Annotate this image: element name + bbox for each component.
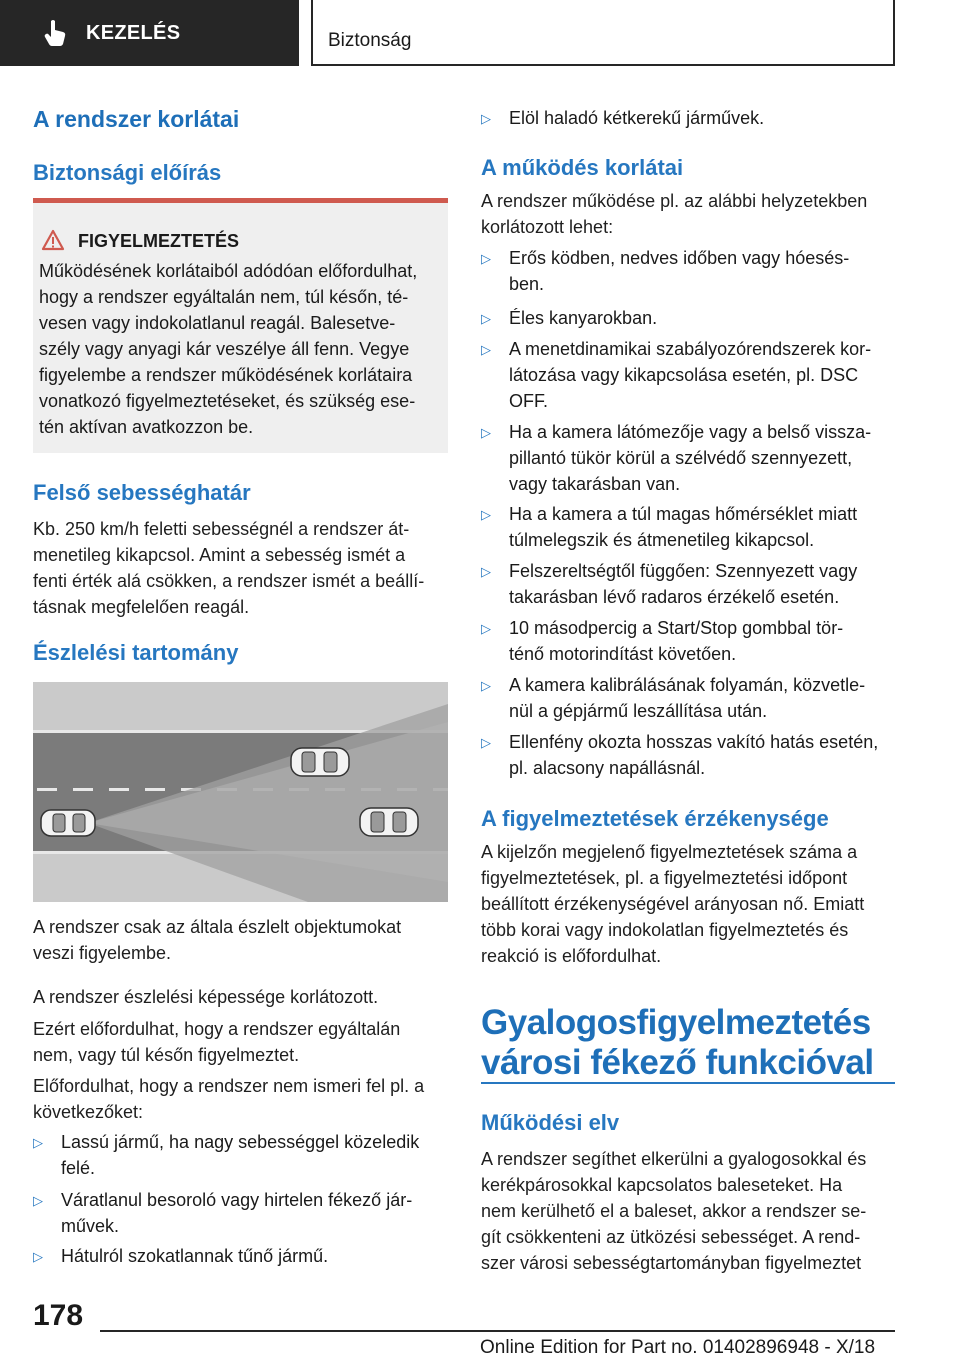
warning-line: szély vagy anyagi kár veszélye áll fenn. Vegye	[39, 339, 410, 359]
heading-detection-range: Észlelési tartomány	[33, 640, 239, 665]
list-item	[481, 501, 895, 553]
bullet-triangle-icon: ▷	[481, 425, 491, 440]
own-car	[41, 810, 95, 836]
text-line: művek.	[61, 1216, 120, 1236]
text-line: Ha a kamera látómezője vagy a belső vissza-	[509, 422, 872, 442]
bullet-triangle-icon: ▷	[481, 111, 491, 126]
text-line: gít csökkenteni az ütközési sebességet. A rend-	[481, 1227, 861, 1247]
bullet-triangle-icon: ▷	[33, 1193, 43, 1208]
road-illustration	[33, 682, 448, 902]
text-line: ben.	[509, 274, 545, 294]
text-line: beállított érzékenységével arányosan nő. Emiatt	[481, 894, 865, 914]
warning-line: Működésének korlátaiból adódóan előfordulhat,	[39, 261, 418, 281]
warning-line: figyelembe a rendszer működésének korlátaira	[39, 365, 413, 385]
text-line: A rendszer csak az általa észlelt objektumokat	[33, 917, 402, 937]
list-item	[481, 305, 895, 332]
text-line: veszi figyelembe.	[33, 943, 172, 963]
text-line: reakció is előfordulhat.	[481, 946, 662, 966]
text-line: tásnak megfelelően reagál.	[33, 597, 250, 617]
text-line: vagy takarásban van.	[509, 474, 681, 494]
text-line: A rendszer működése pl. az alábbi helyzetekben	[481, 191, 868, 211]
text-line: Ha a kamera a túl magas hőmérséklet miatt	[509, 504, 858, 524]
list-item	[33, 1243, 448, 1270]
text-line: figyelmeztetések, pl. a figyelmeztetési időpont	[481, 868, 848, 888]
text-line: pl. alacsony napállásnál.	[509, 758, 706, 778]
heading-system-limits: A rendszer korlátai	[33, 106, 240, 132]
limits-paragraph	[481, 188, 895, 240]
text-line: nem kerülhető el a baleset, akkor a rendszer se-	[481, 1201, 867, 1221]
text-line: Lassú jármű, ha nagy sebességgel közeledik	[61, 1132, 420, 1152]
bullet-triangle-icon: ▷	[481, 678, 491, 693]
speed-paragraph	[33, 516, 448, 620]
text-line: több korai vagy indokolatlan figyelmeztetés és	[481, 920, 849, 940]
chapter-label: KEZELÉS	[86, 21, 181, 44]
bullet-triangle-icon: ▷	[33, 1135, 43, 1150]
heading-operating-principle: Működési elv	[481, 1110, 620, 1135]
text-line: fenti érték alá csökken, a rendszer ismét a beállí-	[33, 571, 425, 591]
heading-warning-sensitivity: A figyelmeztetések érzékenysége	[481, 806, 829, 831]
text-line: A menetdinamikai szabályozórendszerek kor-	[509, 339, 872, 359]
text-line: kerékpárosokkal kapcsolatos baleseteket. Ha	[481, 1175, 843, 1195]
text-line: OFF.	[509, 391, 548, 411]
hand-pointer-icon	[40, 18, 70, 48]
therefore-paragraph	[33, 1016, 448, 1068]
list-item	[481, 105, 895, 132]
bullet-triangle-icon: ▷	[481, 735, 491, 750]
text-line: A kamera kalibrálásának folyamán, közvetle-	[509, 675, 866, 695]
heading-operating-limits: A működés korlátai	[481, 155, 684, 180]
text-line: takarásban lévő radaros érzékelő esetén.	[509, 587, 840, 607]
list-item	[481, 419, 895, 497]
vehicle-adjacent-lane	[291, 748, 349, 776]
bullet-triangle-icon: ▷	[481, 251, 491, 266]
title-divider	[481, 1082, 895, 1084]
chapter-title	[481, 1003, 895, 1083]
text-line: Éles kanyarokban.	[509, 308, 658, 328]
list-item	[33, 1187, 448, 1239]
warning-box	[33, 198, 448, 453]
footer-divider	[100, 1330, 895, 1332]
text-line: pillantó tükör körül a szélvédő szennyezett,	[509, 448, 853, 468]
text-line: Erős ködben, nedves időben vagy hóesés-	[509, 248, 850, 268]
bullet-triangle-icon: ▷	[481, 342, 491, 357]
heading-speed-limit: Felső sebességhatár	[33, 480, 251, 505]
text-line: túlmelegszik és átmenetileg kikapcsol.	[509, 530, 815, 550]
sensitivity-paragraph	[481, 839, 895, 969]
text-line: A kijelzőn megjelenő figyelmeztetések száma a	[481, 842, 858, 862]
text-line: Elöl haladó kétkerekű járművek.	[509, 108, 765, 128]
text-line: látozása vagy kikapcsolása esetén, pl. DSC	[509, 365, 859, 385]
edition-note: Online Edition for Part no. 01402896948 - X/18	[480, 1337, 876, 1358]
section-label: Biztonság	[328, 30, 412, 51]
text-line: nül a gépjármű leszállítása után.	[509, 701, 768, 721]
text-line: Váratlanul besoroló vagy hirtelen fékező jár-	[61, 1190, 413, 1210]
detection-range-figure	[33, 682, 448, 902]
text-line: következőket:	[33, 1102, 144, 1122]
bullet-triangle-icon: ▷	[481, 507, 491, 522]
text-line: Felszereltségtől függően: Szennyezett vagy	[509, 561, 858, 581]
bullet-triangle-icon: ▷	[481, 311, 491, 326]
warning-line: vonatkozó figyelmeztetéseket, és szükség ese-	[39, 391, 416, 411]
principle-paragraph	[481, 1146, 895, 1276]
chapter-tab[interactable]	[0, 0, 299, 66]
vehicle-ahead	[360, 808, 418, 836]
text-line: Hátulról szokatlannak tűnő jármű.	[61, 1246, 329, 1266]
list-item	[481, 672, 895, 724]
text-line: ténő motorindítást követően.	[509, 644, 737, 664]
possible-paragraph	[33, 1073, 448, 1125]
list-item	[33, 1129, 448, 1181]
text-line: menetileg kikapcsol. Amint a sebesség ismét a	[33, 545, 406, 565]
text-line: korlátozott lehet:	[481, 217, 614, 237]
bullet-triangle-icon: ▷	[481, 564, 491, 579]
bullet-triangle-icon: ▷	[481, 621, 491, 636]
section-header	[311, 0, 895, 66]
warning-text	[39, 258, 443, 440]
list-item	[481, 245, 895, 297]
title-line: városi fékező funkcióval	[481, 1043, 874, 1082]
text-line: Kb. 250 km/h feletti sebességnél a rendszer át-	[33, 519, 410, 539]
warning-line: tén aktívan avatkozzon be.	[39, 417, 254, 437]
text-line: Ellenfény okozta hosszas vakító hatás esetén,	[509, 732, 879, 752]
limited-paragraph: A rendszer észlelési képessége korlátozott.	[33, 987, 379, 1007]
text-line: A rendszer segíthet elkerülni a gyalogosokkal és	[481, 1149, 867, 1169]
detection-paragraph	[33, 914, 448, 966]
warning-line: hogy a rendszer egyáltalán nem, túl későn, té-	[39, 287, 409, 307]
list-item	[481, 729, 895, 781]
text-line: szer városi sebességtartományban figyelmeztet	[481, 1253, 862, 1273]
page-number: 178	[33, 1299, 84, 1332]
text-line: nem, vagy túl későn figyelmeztet.	[33, 1045, 300, 1065]
list-item	[481, 615, 895, 667]
text-line: Előfordulhat, hogy a rendszer nem ismeri fel pl. a	[33, 1076, 425, 1096]
warning-triangle-icon	[41, 229, 65, 251]
warning-title: FIGYELMEZTETÉS	[78, 231, 240, 251]
text-line: 10 másodpercig a Start/Stop gombbal tör-	[509, 618, 844, 638]
title-line: Gyalogosfigyelmeztetés	[481, 1003, 871, 1042]
text-line: felé.	[61, 1158, 96, 1178]
list-item	[481, 558, 895, 610]
text-line: Ezért előfordulhat, hogy a rendszer egyáltalán	[33, 1019, 401, 1039]
heading-safety-rule: Biztonsági előírás	[33, 160, 222, 185]
bullet-triangle-icon: ▷	[33, 1249, 43, 1264]
warning-line: vesen vagy indokolatlanul reagál. Balesetve-	[39, 313, 396, 333]
list-item	[481, 336, 895, 414]
